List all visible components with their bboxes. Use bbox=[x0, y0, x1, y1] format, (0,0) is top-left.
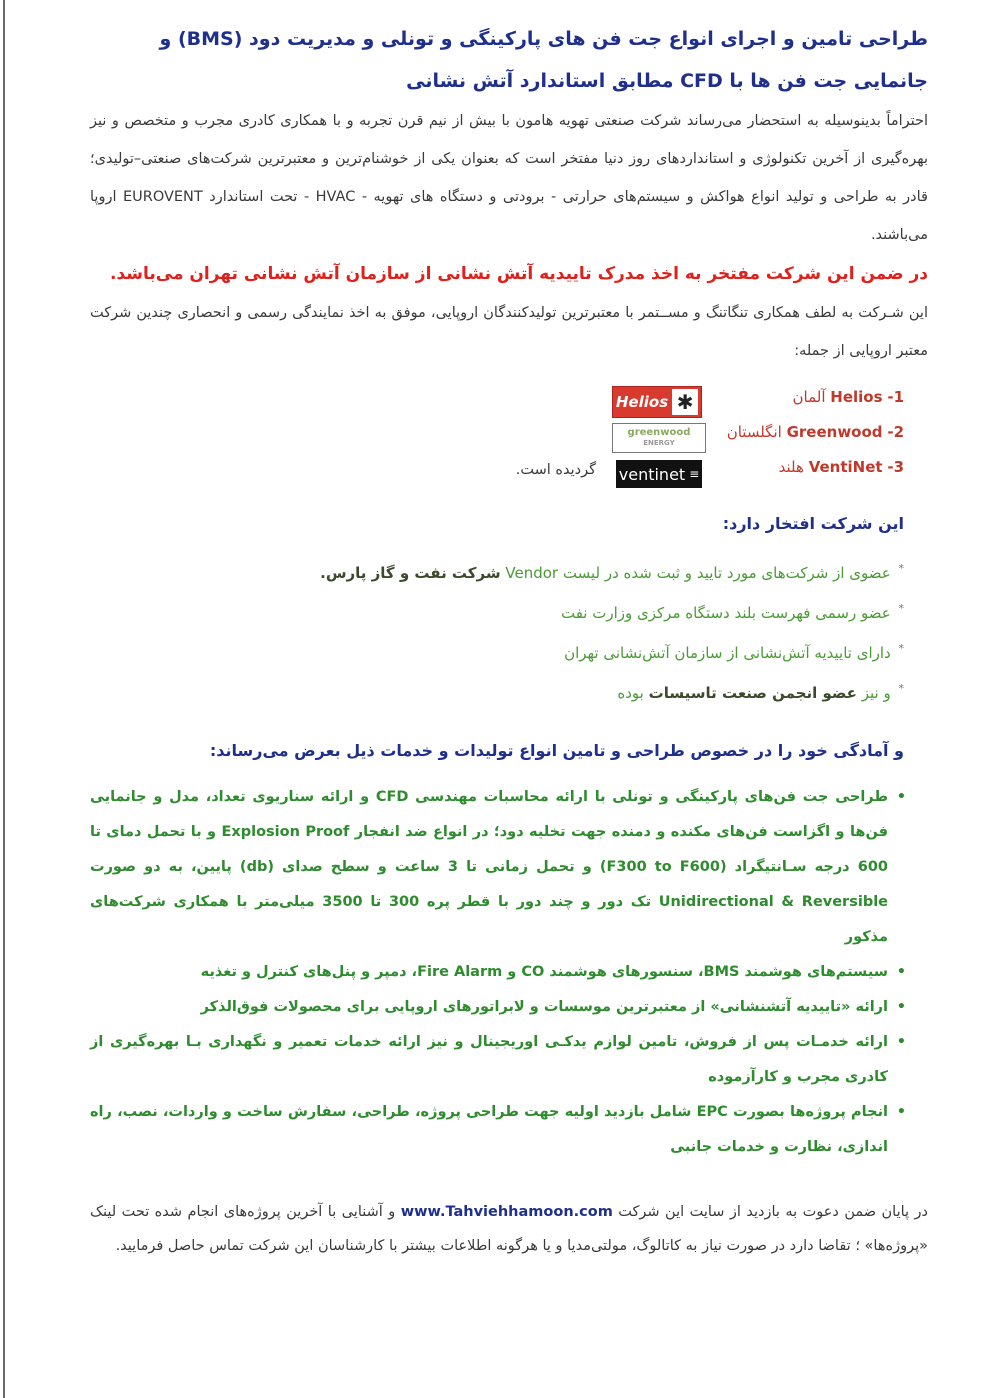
brand-country: هلند bbox=[778, 458, 804, 476]
bullet-icon: • bbox=[896, 1104, 906, 1120]
closing-paragraph: در پایان ضمن دعوت به بازدید از سایت این شرکت www.Tahviehhamoon.com و آشنایی با آخرین پروژه‌های انجام شده تحت لینک «پروژه‌ها» ؛ تقاضا دارد در صورت نیاز به کاتالوگ، مولتی‌مدیا و یا هرگونه اطلاعات بیشتر با کارشناسان این شرکت تماس حاصل فرمایید. bbox=[90, 1204, 928, 1254]
agency-paragraph: این شـرکت به لطف همکاری تنگاتنگ و مســتمر با معتبرترین تولیدکنندگان اروپایی، موفق به اخذ نمایندگی رسمی و انحصاری چندین شرکت معتبر اروپایی از جمله: bbox=[90, 305, 928, 359]
bullet-icon: • bbox=[896, 964, 906, 980]
brand-country: آلمان bbox=[792, 388, 826, 406]
asterisk-icon: * bbox=[898, 642, 904, 655]
honor-item: * عضوی از شرکت‌های مورد تایید و ثبت شده در لیست Vendor شرکت نفت و گاز پارس. bbox=[320, 562, 904, 582]
brands-suffix: گردیده است. bbox=[515, 462, 596, 478]
brand-name: Greenwood bbox=[786, 423, 883, 441]
honor-item: * و نیز عضو انجمن صنعت تاسیسات بوده bbox=[617, 682, 904, 702]
fire-approval-notice: در ضمن این شرکت مفتخر به اخذ مدرک تاییدیه آتش نشانی از سازمان آتش نشانی تهران می‌باشد. bbox=[110, 264, 928, 284]
proud-heading: این شرکت افتخار دارد: bbox=[722, 514, 904, 533]
brand-name: VentiNet bbox=[808, 458, 883, 476]
brand-country: انگلستان bbox=[726, 423, 782, 441]
website-link[interactable]: www.Tahviehhamoon.com bbox=[400, 1204, 613, 1220]
services-heading: و آمادگی خود را در خصوص طراحی و تامین انواع تولیدات و خدمات ذیل بعرض می‌رساند: bbox=[209, 741, 904, 760]
honor-item: * عضو رسمی فهرست بلند دستگاه مرکزی وزارت نفت bbox=[560, 602, 904, 622]
greenwood-logo: greenwood ENERGY bbox=[612, 423, 706, 453]
brand-list bbox=[90, 378, 928, 500]
bullet-icon: • bbox=[896, 999, 906, 1015]
service-item: • ارائه خدمـات پس از فروش، تامین لوازم یدکـی اوریجینال و نیز ارائه خدمات تعمیر و نگهداری بـا بهره‌گیری از کادری مجرب و کارآزموده bbox=[90, 1025, 928, 1095]
bullet-icon: • bbox=[896, 1034, 906, 1050]
honor-item: * دارای تاییدیه آتش‌نشانی از سازمان آتش‌نشانی تهران bbox=[564, 642, 904, 662]
helios-logo: Helios ✱ bbox=[612, 386, 702, 418]
page-border bbox=[3, 0, 5, 1398]
brand-name: Helios bbox=[830, 388, 883, 406]
service-item: • طراحی جت فن‌های پارکینگی و تونلی با ارائه محاسبات مهندسی CFD و ارائه سناریوی تعداد، مدل و جانمایی فن‌ها و اگزاست فن‌های مکنده و دمنده جهت تخلیه دود؛ در انواع ضد انفجار Explosion Proof و با تحمل دمای تا 600 درجه سـانتیگراد (F300 to F600) و تحمل زمانی تا 3 ساعت و سطح صدای (db) پایین، به دو صورت Unidirectional & Reversible تک دور و چند دور با قطر پره 300 تا 3500 میلی‌متر با همکاری شرکت‌های مذکور bbox=[90, 780, 928, 955]
service-item: • ارائه «تاییدیه آتشنشانی» از معتبرترین موسسات و لابراتورهای اروپایی برای محصولات فوق‌الذکر bbox=[90, 990, 928, 1025]
document-body bbox=[90, 18, 928, 1278]
asterisk-icon: * bbox=[898, 602, 904, 615]
asterisk-icon: * bbox=[898, 682, 904, 695]
brand-item-ventinet: 3- VentiNet هلند bbox=[778, 458, 904, 476]
intro-paragraph: احتراماً بدینوسیله به استحضار می‌رساند شرکت صنعتی تهویه هامون با بیش از نیم قرن تجربه و با همکاری کادری مجرب و متخصص و نیز بهره‌گیری از آخرین تکنولوژی و استانداردهای روز دنیا مفتخر است که بعنوان یکی از خوشنام‌ترین و معتبرترین شرکت‌های صنعتی–تولیدی؛ قادر به طراحی و تولید انواع هواکش و سیستم‌های حرارتی - برودتی و دستگاه های تهویه - HVAC - تحت استاندارد EUROVENT اروپا می‌باشند. bbox=[90, 113, 928, 243]
ventinet-mark-icon: ≡ bbox=[689, 467, 700, 481]
helios-fan-icon: ✱ bbox=[672, 389, 698, 415]
ventinet-logo: ventinet ≡ bbox=[616, 460, 702, 488]
document-title: طراحی تامین و اجرای انواع جت فن های پارکینگی و تونلی و مدیریت دود (BMS) و جانمایی جت فن ها با CFD مطابق استاندارد آتش نشانی bbox=[159, 28, 928, 92]
asterisk-icon: * bbox=[898, 562, 904, 575]
honors-list bbox=[90, 551, 928, 711]
brand-item-greenwood: 2- Greenwood انگلستان bbox=[726, 423, 904, 441]
bullet-icon: • bbox=[896, 789, 906, 805]
service-item: • سیستم‌های هوشمند BMS، سنسورهای هوشمند CO و Fire Alarm، دمپر و پنل‌های کنترل و تغذیه bbox=[90, 955, 928, 990]
service-item: • انجام پروژه‌ها بصورت EPC شامل بازدید اولیه جهت طراحی پروژه، طراحی، سفارش ساخت و واردات، نصب، راه اندازی، نظارت و خدمات جانبی bbox=[90, 1095, 928, 1165]
services-list bbox=[90, 780, 928, 1165]
brand-item-helios: 1- Helios آلمان bbox=[792, 388, 904, 406]
